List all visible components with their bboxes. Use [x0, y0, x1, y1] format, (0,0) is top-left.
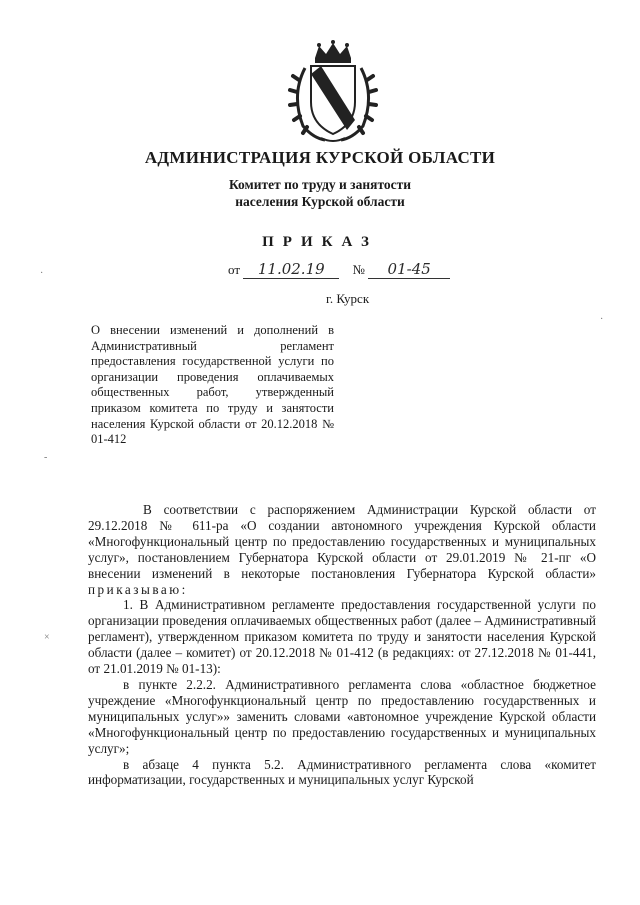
city-line: г. Курск [326, 291, 370, 306]
preamble-paragraph [88, 502, 596, 597]
item-1-clause-a: в пункте 2.2.2. Административного регламента слова «областное бюджетное учреждение «Многофункциональный центр по предоставлению государственных и муниципальных услуг»» заменить словами «автономное учреждение Курской области «Многофункциональный центр по предоставлению государственных и муниципальных услуг»; [88, 676, 596, 756]
handwritten-date: 11.02.19 [243, 260, 339, 279]
order-word: приказываю: [88, 581, 188, 597]
document-type-heading: ПРИКАЗ [262, 234, 378, 250]
date-prefix: от [228, 262, 241, 277]
organization-title: АДМИНИСТРАЦИЯ КУРСКОЙ ОБЛАСТИ [144, 148, 496, 167]
scan-speck: · [40, 268, 44, 279]
scan-speck: · [600, 314, 604, 325]
coat-of-arms-emblem [285, 40, 381, 146]
scan-speck: - [44, 452, 48, 463]
committee-name-line1: Комитет по труду и занятости [228, 177, 412, 192]
scan-speck: × [44, 632, 50, 643]
item-1-paragraph: 1. В Административном регламенте предоставления государственной услуги по организации проведения оплачиваемых общественных работ (далее – Административный регламент), утвержденном приказом комитета по труду и занятости населения Курской области (далее – комитет) от 20.12.2018 № 01-412 (в редакциях: от 27.12.2018 № 01-441, от 21.01.2019 № 01-13): [88, 597, 596, 677]
date-number-line [228, 260, 488, 279]
item-1-clause-b: в абзаце 4 пункта 5.2. Административного регламента слова «комитет информатизации, государственных и муниципальных услуг Курской [88, 756, 596, 788]
order-body [88, 502, 596, 788]
handwritten-number: 01-45 [368, 260, 450, 279]
number-prefix: № [352, 262, 365, 277]
committee-name-line2: населения Курской области [235, 194, 405, 209]
order-subject: О внесении изменений и дополнений в Административный регламент предоставления государственной услуги по организации проведения оплачиваемых общественных работ, утвержденный приказом комитета по труду и занятости населения Курской области от 20.12.2018 № 01-412 [91, 323, 334, 447]
preamble-text: В соответствии с распоряжением Администрации Курской области от 29.12.2018 № 611-ра «О создании автономного учреждения Курской области «Многофункциональный центр по предоставлению государственных и муниципальных услуг», постановлением Губернатора Курской области от 29.01.2019 № 21-пг «О внесении изменений в некоторые постановления Губернатора Курской области» [88, 502, 596, 581]
